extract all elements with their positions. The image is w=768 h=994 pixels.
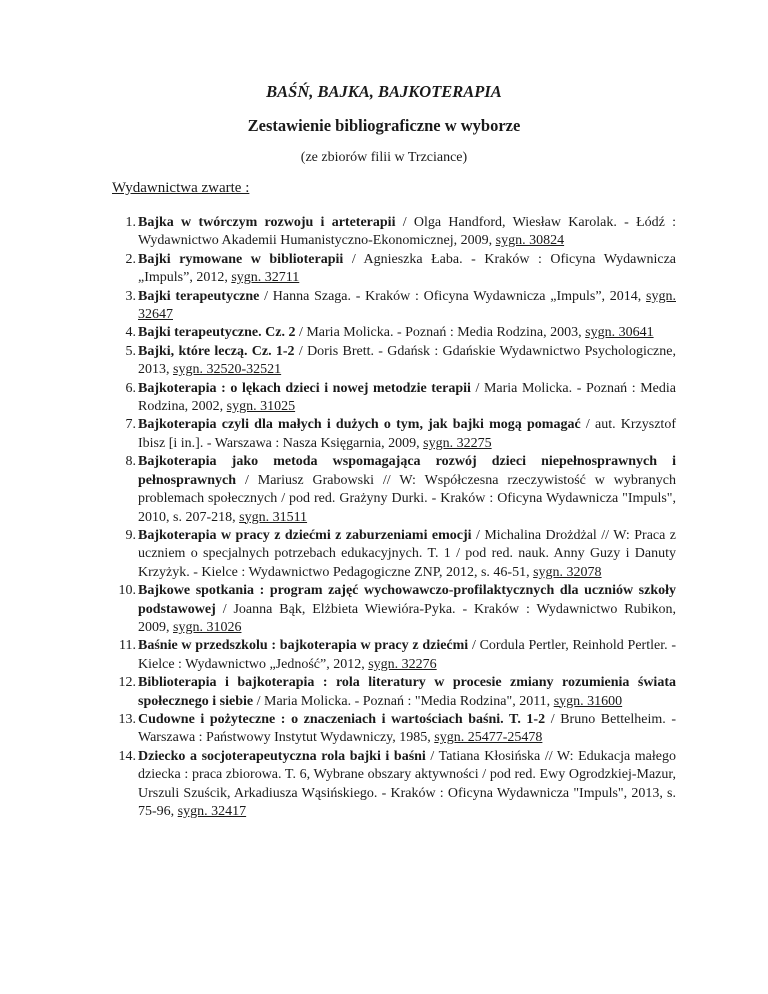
entry-title: Dziecko a socjoterapeutyczna rola bajki i baśni <box>138 748 426 764</box>
entry-title: Bajki rymowane w biblioterapii <box>138 251 344 267</box>
entry-title: Bajki terapeutyczne. Cz. 2 <box>138 325 296 341</box>
entry-signature: sygn. 32078 <box>533 564 602 580</box>
bibliography-entry <box>125 251 677 288</box>
entry-details: / Maria Molicka. - Poznań : Media Rodzina, 2002, <box>138 380 676 415</box>
entry-title: Bajkoterapia czyli dla małych i dużych o tym, jak bajki mogą pomagać <box>138 417 581 433</box>
entry-number: 5. <box>125 343 136 359</box>
entry-signature: sygn. 31026 <box>173 619 242 635</box>
bibliography-entry <box>125 527 676 582</box>
entry-signature: sygn. 31600 <box>553 693 623 709</box>
entry-signature: sygn. 32520-32521 <box>173 362 282 378</box>
entry-number: 11. <box>119 638 136 654</box>
entry-signature: sygn. 32417 <box>177 804 247 819</box>
entry-details: / Maria Molicka. - Poznań : Media Rodzina, 2003, <box>295 325 586 341</box>
entry-number: 9. <box>125 527 136 543</box>
entry-number: 12. <box>118 675 136 691</box>
bibliography-entry <box>125 416 676 453</box>
collection-note: (ze zbiorów filii w Trzciance) <box>300 150 468 165</box>
entry-number: 10. <box>118 583 136 599</box>
bibliography-entry <box>125 288 676 325</box>
entry-number: 7. <box>125 417 136 433</box>
entry-number: 3. <box>125 288 136 304</box>
entry-details: / Agnieszka Łaba. - Kraków : Oficyna Wydawnicza „Impuls”, 2012, <box>138 251 677 286</box>
entry-details: / Maria Molicka. - Poznań : "Media Rodzina", 2011, <box>253 693 554 709</box>
entry-title: Cudowne i pożyteczne : o znaczeniach i wartościach baśni. T. 1-2 <box>138 711 546 727</box>
bibliography-list <box>0 214 768 821</box>
entry-details: / Tatiana Kłosińska // W: Edukacja małego dziecka : praca zbiorowa. T. 6, Wybrane obszary aktywności / pod red. Ewy Ogrodzkiej-Mazur, Urszuli Szuścik, Arkadiusza Wąsińskiego. - Kraków : Oficyna Wydawnicza "Impuls", 2013, s. 75-96, <box>138 748 676 819</box>
entry-signature: sygn. 32711 <box>231 270 300 286</box>
entry-title: Bajka w twórczym rozwoju i arteterapii <box>138 215 396 230</box>
entry-details: / Hanna Szaga. - Kraków : Oficyna Wydawnicza „Impuls”, 2014, <box>259 288 647 304</box>
entry-signature: sygn. 25477-25478 <box>434 730 543 746</box>
entry-details: / Michalina Drożdżal // W: Praca z uczniem o specjalnych potrzebach edukacyjnych. T. 1 / pod red. nauk. Anny Guzy i Danuty Krzyżyk. - Kielce : Wydawnictwo Pedagogiczne ZNP, 2012, s. 46-51, <box>138 527 676 580</box>
entry-details: / Doris Brett. - Gdańsk : Gdańskie Wydawnictwo Psychologiczne, 2013, <box>138 343 676 378</box>
entry-details: / Joanna Bąk, Elżbieta Wiewióra-Pyka. - Kraków : Wydawnictwo Rubikon, 2009, <box>138 601 676 635</box>
bibliography-entry <box>125 324 676 342</box>
entry-title: Bajki, które leczą. Cz. 1-2 <box>138 343 295 359</box>
bibliography-entry <box>125 380 676 417</box>
entry-number: 8. <box>125 454 136 470</box>
bibliography-entry <box>125 214 676 251</box>
entry-details: / Cordula Pertler, Reinhold Pertler. - Kielce : Wydawnictwo „Jedność”, 2012, <box>138 638 676 672</box>
bibliography-entry <box>118 582 676 637</box>
entry-number: 1. <box>125 215 136 230</box>
section-heading: Wydawnictwa zwarte : <box>112 180 250 196</box>
entry-details: / Mariusz Grabowski // W: Współczesna rzeczywistość w wybranych problemach społecznych / pod red. Grażyny Durki. - Kraków : Oficyna Wydawnicza "Impuls", 2010, s. 207-218, <box>138 472 676 525</box>
entry-details: / Bruno Bettelheim. - Warszawa : Państwowy Instytut Wydawniczy, 1985, <box>138 711 677 746</box>
entry-signature: sygn. 31025 <box>226 399 296 415</box>
entry-title: Biblioterapia i bajkoterapia : rola literatury w procesie zmiany rozumienia świata społecznego i siebie <box>138 675 676 709</box>
entry-number: 14. <box>118 748 136 764</box>
entry-details: / Olga Handford, Wiesław Karolak. - Łódź : Wydawnictwo Akademii Humanistyczno-Ekonomicznej, 2009, <box>138 215 676 249</box>
entry-signature: sygn. 30824 <box>495 233 565 249</box>
bibliography-entry <box>125 343 676 380</box>
entry-number: 4. <box>125 325 136 341</box>
entry-title: Bajkowe spotkania : program zajęć wychowawczo-profilaktycznych dla uczniów szkoły podstawowej <box>138 583 676 617</box>
entry-title: Baśnie w przedszkolu : bajkoterapia w pracy z dziećmi <box>138 638 469 654</box>
bibliography-entry <box>118 748 676 822</box>
bibliography-entry <box>118 711 677 748</box>
entry-details: / aut. Krzysztof Ibisz [i in.]. - Warszawa : Nasza Księgarnia, 2009, <box>138 417 676 451</box>
entry-number: 13. <box>118 711 136 727</box>
bibliography-entry <box>118 674 676 711</box>
document-subtitle: Zestawienie bibliograficzne w wyborze <box>247 116 521 135</box>
entry-signature: sygn. 32647 <box>138 288 676 323</box>
entry-title: Bajkoterapia : o lękach dzieci i nowej metodzie terapii <box>138 380 471 396</box>
entry-signature: sygn. 30641 <box>585 325 654 341</box>
entry-signature: sygn. 32275 <box>423 435 492 451</box>
entry-title: Bajkoterapia w pracy z dziećmi z zaburzeniami emocji <box>138 527 472 543</box>
entry-title: Bajki terapeutyczne <box>138 288 260 304</box>
bibliography-entry <box>125 453 676 527</box>
entry-signature: sygn. 32276 <box>368 656 437 672</box>
entry-title: Bajkoterapia jako metoda wspomagająca rozwój dzieci niepełnosprawnych i pełnosprawnych <box>138 454 676 488</box>
document-title: BAŚŃ, BAJKA, BAJKOTERAPIA <box>266 82 502 101</box>
bibliography-entry <box>119 637 676 674</box>
entry-number: 2. <box>125 251 136 267</box>
entry-signature: sygn. 31511 <box>239 509 308 525</box>
entry-number: 6. <box>125 380 136 396</box>
